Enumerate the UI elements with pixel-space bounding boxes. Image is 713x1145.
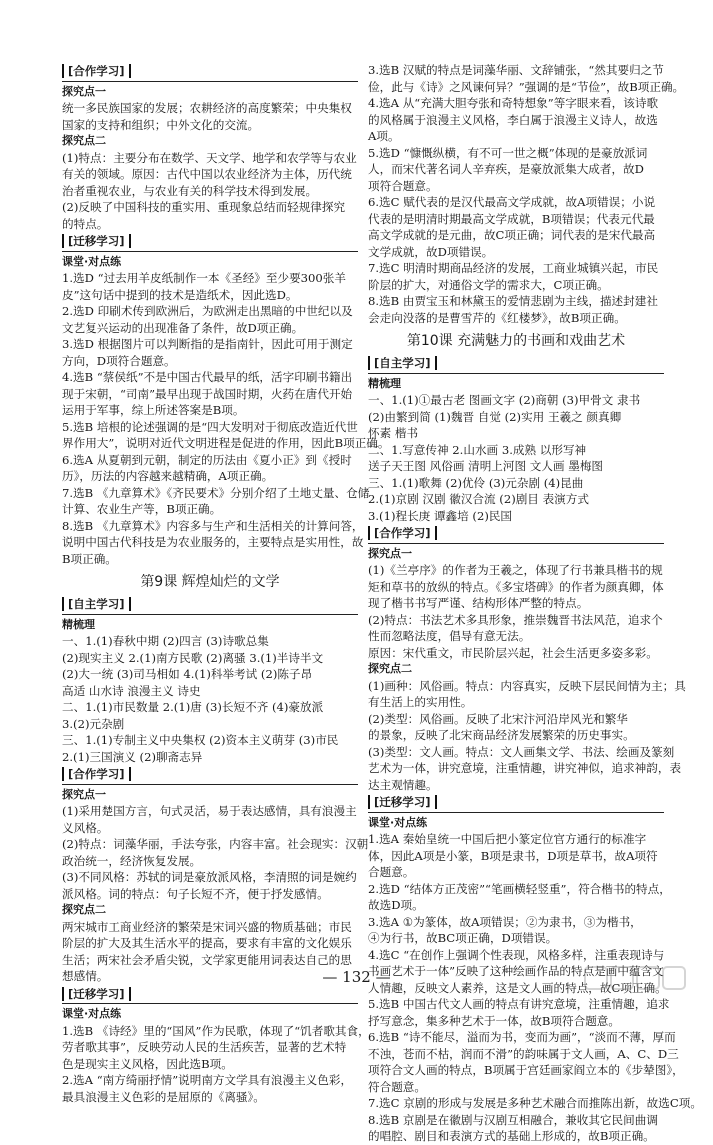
text-line: (2)特点：词藻华丽，手法夸张，内容丰富。社会现实：汉朝 bbox=[62, 837, 369, 851]
section-header bbox=[62, 595, 358, 615]
text-line: 一、1.(1)春秋中期 (2)四言 (3)诗歌总集 bbox=[62, 634, 269, 648]
text-line: 项符合题意。 bbox=[368, 178, 438, 193]
text-line: (2)反映了中国科技的重实用、重现象总结而轻规律探究 bbox=[62, 200, 346, 214]
text-line: 文艺复兴运动的出现准备了条件，故D项正确。 bbox=[62, 320, 304, 335]
section-box-label: [自主学习] bbox=[368, 356, 437, 370]
text-line: 高文学成就的是元曲，故C项正确；词代表的是宋代最高 bbox=[368, 228, 656, 242]
text-line: 现了楷书书写严谨、结构形体严整的特点。 bbox=[368, 596, 589, 610]
text-line: 两宋城市工商业经济的繁荣是宋词兴盛的物质基础；市民 bbox=[62, 919, 352, 934]
text-line: 6.选B “诗不能尽，溢而为书，变而为画”，“淡而不薄，厚而 bbox=[368, 1030, 676, 1044]
text-line: 5.选B 中国古代文人画的特点有讲究意境，注重情趣，追求 bbox=[368, 997, 670, 1011]
subheading: 课堂·对点练 bbox=[62, 1007, 122, 1020]
text-line: 7.选C 京剧的形成与发展是多种艺术融合而推陈出新，故选C项。 bbox=[368, 1096, 702, 1110]
text-line: 怀素 楷书 bbox=[368, 426, 419, 440]
text-line: 2.选D “结体方正茂密”“笔画横轻竖重”，符合楷书的特点， bbox=[368, 881, 671, 896]
text-line: 项符合文人画的特点，B项属于宫廷画家阎立本的《步辇图》， bbox=[368, 1063, 684, 1077]
text-line: 皮”这句话中提到的技术是造纸术，因此选D。 bbox=[62, 287, 298, 302]
subheading: 精梳理 bbox=[368, 376, 401, 390]
text-line: 2.(1)京剧 汉剧 徽汉合流 (2)剧目 表演方式 bbox=[368, 492, 589, 506]
subheading: 探究点二 bbox=[368, 662, 412, 675]
text-line: B项正确。 bbox=[62, 551, 117, 566]
text-line: 统一多民族国家的发展；农耕经济的高度繁荣；中央集权 bbox=[62, 101, 352, 115]
text-line: 高适 山水诗 浪漫主义 诗史 bbox=[62, 683, 201, 698]
text-line: 三、1.(1)歌舞 (2)优伶 (3)元杂剧 (4)昆曲 bbox=[368, 475, 584, 490]
text-line: 政治统一，经济恢复发展。 bbox=[62, 853, 202, 868]
section-box-label: [迁移学习] bbox=[62, 234, 131, 248]
text-line: 3.选A ①为篆体，故A项错误；②为隶书，③为楷书， bbox=[368, 914, 642, 929]
text-line: 人，而宋代著名词人辛弃疾，是豪放派集大成者，故D bbox=[368, 162, 644, 176]
lesson-title: 第9课 辉煌灿烂的文学 bbox=[140, 574, 280, 590]
section-rule bbox=[368, 373, 664, 374]
text-line: 1.选D “过去用羊皮纸制作一本《圣经》至少要300张羊 bbox=[62, 271, 346, 285]
text-line: 2.选D 印刷术传到欧洲后，为欧洲走出黑暗的中世纪以及 bbox=[62, 304, 353, 318]
text-line: 俭，此与《诗》之风谏何异？”强调的是“节俭”，故B项正确。 bbox=[368, 79, 685, 94]
text-line: 达主观情趣。 bbox=[368, 777, 438, 792]
text-line: 1.选B 《诗经》里的“国风”作为民歌，体现了“饥者歌其食， bbox=[62, 1023, 370, 1038]
section-header bbox=[368, 793, 664, 813]
text-line: 符合题意。 bbox=[368, 1079, 426, 1094]
text-line: 故选D项。 bbox=[368, 898, 424, 912]
text-line: 不浊，苍而不枯，润而不滑”的韵味属于文人画，A、C、D三 bbox=[368, 1046, 679, 1061]
text-line: (2)现实主义 2.(1)南方民歌 (2)离骚 3.(1)半诗半文 bbox=[62, 650, 324, 665]
text-line: 三、1.(1)专制主义中央集权 (2)资本主义萌芽 (3)市民 bbox=[62, 733, 339, 747]
section-rule bbox=[62, 251, 358, 252]
section-header bbox=[368, 354, 664, 374]
subheading: 课堂·对点练 bbox=[62, 254, 122, 268]
watermark-logo bbox=[583, 963, 703, 997]
text-line: 文学成就，故D项错误。 bbox=[368, 244, 494, 259]
section-box-label: [迁移学习] bbox=[368, 795, 437, 809]
text-line: 合题意。 bbox=[368, 865, 415, 879]
text-line: 8.选B 京剧是在徽剧与汉剧互相融合，兼收其它民间曲调 bbox=[368, 1112, 658, 1127]
left-column bbox=[62, 62, 390, 1105]
text-line: 的风格属于浪漫主义风格，李白属于浪漫主义诗人，故选 bbox=[368, 112, 658, 127]
text-line: (2)由繁到简 (1)魏晋 自觉 (2)实用 王羲之 颜真卿 bbox=[368, 409, 622, 424]
text-line: 现于宋朝，“司南”最早出现于战国时期，火药在唐代开始 bbox=[62, 386, 353, 401]
section-header bbox=[62, 62, 358, 82]
text-line: 4.选A 从“充满大胆夸张和奇特想象”等字眼来看，该诗歌 bbox=[368, 96, 659, 110]
text-line: 体，因此A项是小篆，B项是隶书，D项是草书，故A项符 bbox=[368, 848, 658, 863]
text-line: 1.选A 秦始皇统一中国后把小篆定位官方通行的标准字 bbox=[368, 832, 647, 846]
text-line: 一、1.(1)①最古老 图画文字 (2)商朝 (3)甲骨文 隶书 bbox=[368, 393, 641, 407]
text-line: 义风格。 bbox=[62, 820, 109, 835]
text-line: 色是现实主义风格，因此选B项。 bbox=[62, 1056, 233, 1071]
text-line: 阶层的扩大及其生活水平的提高，要求有丰富的文化娱乐 bbox=[62, 936, 352, 950]
text-line: 3.选B 汉赋的特点是词藻华丽、文辞铺张，“然其要归之节 bbox=[368, 63, 664, 77]
text-line: (1)特点：主要分布在数学、天文学、地学和农学等与农业 bbox=[62, 150, 357, 165]
section-header bbox=[62, 232, 358, 252]
text-line: 6.选C 赋代表的是汉代最高文学成就，故A项错误；小说 bbox=[368, 195, 656, 209]
text-line: 代表的是明清时期最高文学成就，B项错误；代表元代最 bbox=[368, 211, 655, 226]
section-rule bbox=[368, 812, 664, 813]
text-line: 生活；两宋社会矛盾尖锐，文学家更能用词表达自己的思 bbox=[62, 952, 352, 967]
text-line: (1)《兰亭序》的作者为王羲之，体现了行书兼具楷书的规 bbox=[368, 563, 663, 577]
text-line: (2)特点：书法艺术多具形象，推崇魏晋书法风范，追求个 bbox=[368, 612, 663, 627]
text-line: 3.选D 根据图片可以判断指的是指南针，因此可用于测定 bbox=[62, 337, 353, 351]
subheading: 精梳理 bbox=[62, 617, 95, 631]
subheading: 探究点二 bbox=[62, 134, 106, 147]
text-line: (2)类型：风俗画。反映了北宋汴河沿岸风光和繁华 bbox=[368, 711, 628, 726]
text-line: A项。 bbox=[368, 129, 400, 143]
text-line: 运用于军事，综上所述答案是B项。 bbox=[62, 403, 245, 417]
text-line: 抒写意念，集多种艺术于一体，故B项符合题意。 bbox=[368, 1013, 620, 1028]
text-line: 派风格。词的特点：句子长短不齐，便于抒发感情。 bbox=[62, 886, 329, 901]
text-line: 历》，历法的内容越来越精确，A项正确。 bbox=[62, 469, 274, 483]
section-box-label: [合作学习] bbox=[368, 526, 437, 540]
text-line: 人情趣，反映文人素养，这是文人画的特点，故C项正确。 bbox=[368, 980, 667, 995]
text-line: 4.选B “蔡侯纸”不是中国古代最早的纸，活字印刷书籍出 bbox=[62, 370, 353, 384]
lesson-title: 第10课 充满魅力的书画和戏曲艺术 bbox=[406, 333, 626, 349]
section-box-label: [合作学习] bbox=[62, 767, 131, 781]
text-line: 8.选B 《九章算术》内容多与生产和生活相关的计算问答， bbox=[62, 518, 364, 533]
text-line: 会走向没落的是曹雪芹的《红楼梦》，故B项正确。 bbox=[368, 310, 626, 325]
section-header bbox=[62, 765, 358, 785]
text-line: (1)采用楚国方言，句式灵活，易于表达感情，具有浪漫主 bbox=[62, 804, 357, 818]
text-line: 8.选B 由贾宝玉和林黛玉的爱情悲剧为主线，描述封建社 bbox=[368, 294, 658, 308]
section-box-label: [自主学习] bbox=[62, 597, 131, 611]
text-line: 5.选B 培根的论述强调的是“四大发明对于彻底改造近代世 bbox=[62, 419, 358, 434]
section-box-label: [合作学习] bbox=[62, 64, 131, 78]
section-rule bbox=[62, 1003, 358, 1004]
text-line: (3)不同风格：苏轼的词是豪放派风格，李清照的词是婉约 bbox=[62, 870, 357, 884]
section-rule bbox=[62, 614, 358, 615]
text-line: 5.选D “慷慨纵横，有不可一世之概”体现的是豪放派词 bbox=[368, 145, 648, 160]
text-line: 界作用大”，说明对近代文明进程是促进的作用，因此B项正确。 bbox=[62, 436, 390, 450]
section-rule bbox=[62, 81, 358, 82]
subheading: 探究点一 bbox=[62, 84, 106, 98]
text-line: 想感情。 bbox=[62, 969, 109, 983]
text-line: 的特点。 bbox=[62, 216, 109, 231]
text-line: 矩和草书的放纵的特点。《多宝塔碑》的作者为颜真卿，体 bbox=[368, 579, 664, 594]
text-line: 2.选A “南方绮丽抒情”说明南方文学具有浪漫主义色彩， bbox=[62, 1073, 353, 1087]
section-header bbox=[368, 524, 664, 544]
text-line: 3.(1)程长庚 谭鑫培 (2)民国 bbox=[368, 508, 513, 523]
text-line: (3)类型：文人画。特点：文人画集文学、书法、绘画及篆刻 bbox=[368, 744, 675, 759]
text-line: 计算、农业生产等，B项正确。 bbox=[62, 502, 222, 516]
text-line: 说明中国古代科技是为农业服务的，主要特点是实用性，故 bbox=[62, 535, 364, 549]
text-line: 6.选A 从夏朝到元朝，制定的历法由《夏小正》到《授时 bbox=[62, 452, 352, 467]
section-rule bbox=[62, 784, 358, 785]
text-line: 7.选C 明清时期商品经济的发展，工商业城镇兴起，市民 bbox=[368, 261, 659, 275]
subheading: 课堂·对点练 bbox=[368, 815, 428, 829]
text-line: (1)画种：风俗画。特点：内容真实，反映下层民间情为主；具 bbox=[368, 678, 686, 693]
text-line: 有关的领域。原因：古代中国以农业经济为主体，历代统 bbox=[62, 167, 352, 181]
text-line: 有生活上的实用性。 bbox=[368, 695, 473, 709]
subheading: 探究点一 bbox=[368, 546, 412, 560]
text-line: 治者重视农业，与农业有关的科学技术得到发展。 bbox=[62, 183, 318, 198]
section-box-label: [迁移学习] bbox=[62, 987, 131, 1001]
text-line: (2)大一统 (3)司马相如 4.(1)科举考试 (2)陈子昂 bbox=[62, 667, 313, 681]
section-header bbox=[62, 985, 358, 1005]
text-line: 二、1.写意传神 2.山水画 3.成熟 以形写神 bbox=[368, 442, 587, 457]
text-line: 最具浪漫主义色彩的是屈原的《离骚》。 bbox=[62, 1089, 265, 1104]
text-line: 3.(2)元杂剧 bbox=[62, 716, 125, 731]
section-rule bbox=[368, 543, 664, 544]
text-line: 原因：宋代重文，市民阶层兴起，社会生活更多姿多彩。 bbox=[368, 645, 658, 660]
text-line: 送子天王图 风俗画 清明上河图 文人画 墨梅图 bbox=[368, 459, 604, 473]
text-line: 书画艺术于一体”反映了这种绘画作品的特点是画中蕴含文 bbox=[368, 964, 664, 978]
text-line: 4.选C “在创作上强调个性表现，风格多样，注重表现诗与 bbox=[368, 947, 665, 962]
text-line: 的唱腔、剧目和表演方式的基础上形成的，故B项正确。 bbox=[368, 1129, 655, 1143]
text-line: 艺术为一体，讲究意境，注重情趣，讲究神似，追求神韵，表 bbox=[368, 761, 682, 775]
text-line: ④为行书，故BC项正确，D项错误。 bbox=[368, 931, 558, 945]
text-line: 劳者歌其事”，反映劳动人民的生活疾苦，显著的艺术特 bbox=[62, 1040, 347, 1054]
text-line: 7.选B 《九章算术》《齐民要术》分别介绍了土地丈量、仓储 bbox=[62, 485, 370, 500]
page-number: — 132 — bbox=[322, 968, 391, 986]
text-line: 阶层的扩大，对通俗文学的需求大，C项正确。 bbox=[368, 277, 609, 292]
text-line: 2.(1)三国演义 (2)聊斋志异 bbox=[62, 749, 203, 764]
text-line: 国家的支持和组织；中外文化的交流。 bbox=[62, 117, 260, 132]
subheading: 探究点一 bbox=[62, 787, 106, 801]
text-line: 性而忽略法度，倡导有意无法。 bbox=[368, 629, 531, 643]
text-line: 二、1.(1)市民数量 2.(1)唐 (3)长短不齐 (4)豪放派 bbox=[62, 700, 324, 714]
subheading: 探究点二 bbox=[62, 903, 106, 916]
text-line: 的景象，反映了北宋商品经济发展繁荣的历史事实。 bbox=[368, 728, 635, 742]
text-line: 方向，D项符合题意。 bbox=[62, 353, 176, 368]
